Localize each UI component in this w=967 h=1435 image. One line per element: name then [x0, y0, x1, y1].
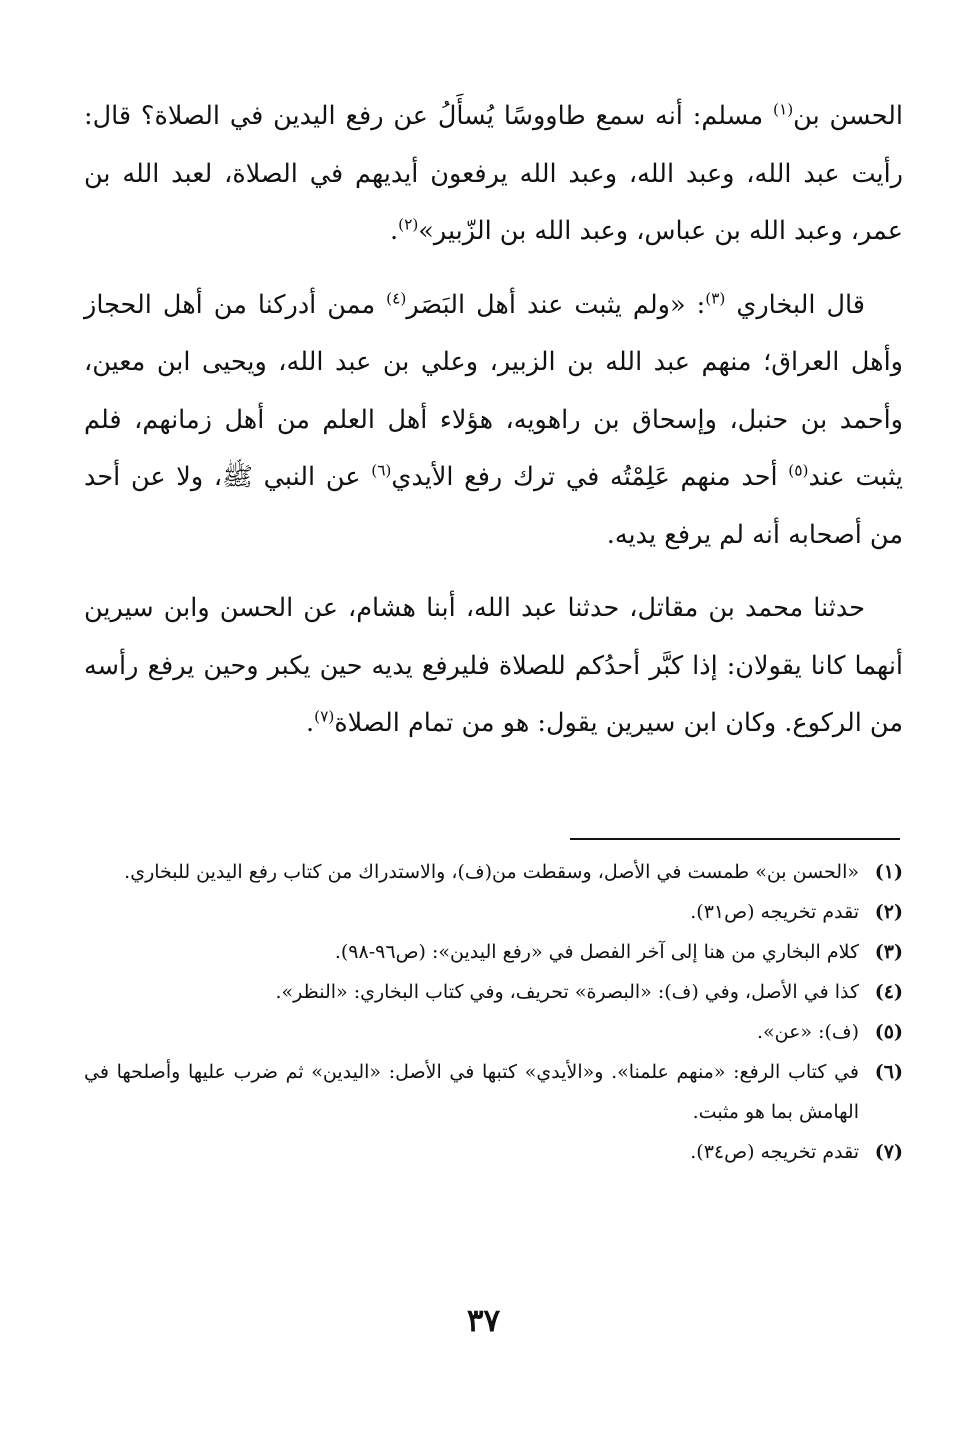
footnote-2: [84, 892, 903, 932]
page-number: ٣٧: [466, 1303, 501, 1339]
footnote-1: [84, 852, 903, 892]
footnote-text: تقدم تخريجه (ص٣١).: [690, 901, 859, 923]
footnote-ref-1[interactable]: (١): [773, 100, 794, 119]
footnote-number: (٣): [874, 941, 903, 963]
footnote-ref-2[interactable]: (٢): [398, 215, 419, 234]
footnote-number: (٢): [874, 901, 903, 923]
footnote-3: [84, 932, 903, 972]
paragraph-2: [84, 277, 903, 565]
footnote-ref-3[interactable]: (٣): [705, 289, 726, 307]
footnote-number: (٧): [874, 1141, 903, 1163]
footnote-ref-7[interactable]: (٧): [314, 707, 335, 726]
paragraph-2-text-e: عن النبي ﷺ، ولا عن أحد من أصحابه أنه لم يرفع يديه.: [84, 462, 903, 550]
footnote-7: [84, 1132, 903, 1172]
footnotes: [84, 852, 903, 1172]
paragraph-3-text-b: .: [306, 708, 315, 738]
paragraph-2-text-a: قال البخاري: [725, 289, 865, 320]
footnote-ref-5[interactable]: (٥): [788, 461, 809, 480]
paragraph-1: [84, 88, 903, 261]
footnote-ref-4[interactable]: (٤): [386, 289, 407, 307]
paragraph-1-text-c: .: [390, 216, 399, 246]
footnote-number: (٦): [874, 1061, 903, 1083]
footnote-text: كلام البخاري من هنا إلى آخر الفصل في «رفع اليدين»: (ص٩٦-٩٨).: [334, 941, 859, 963]
footnote-number: (٥): [874, 1021, 903, 1043]
paragraph-1-text-b: مسلم: أنه سمع طاووسًا يُسأَلُ عن رفع اليدين في الصلاة؟ قال: رأيت عبد الله، وعبد الله، وعبد الله يرفعون أيديهم في الصلاة، لعبد الله بن عمر، وعبد الله بن عباس، وعبد الله بن الزّبير»: [84, 101, 903, 246]
footnote-ref-6[interactable]: (٦): [371, 461, 392, 480]
footnote-text: في كتاب الرفع: «منهم علمنا». و«الأيدي» كتبها في الأصل: «اليدين» ثم ضرب عليها وأصلحها في الهامش بما هو مثبت.: [84, 1061, 859, 1123]
footnote-separator: [570, 838, 900, 840]
paragraph-3-text-a: حدثنا محمد بن مقاتل، حدثنا عبد الله، أبنا هشام، عن الحسن وابن سيرين أنهما كانا يقولان: إذا كبَّر أحدُكم للصلاة فليرفع يديه حين يكبر وحين يرفع رأسه من الركوع. وكان ابن سيرين يقول: هو من تمام الصلاة: [84, 593, 903, 738]
footnote-6: [84, 1052, 903, 1132]
footnote-number: (٤): [874, 981, 903, 1003]
paragraph-2-text-d: أحد منهم عَلِمْتُه في ترك رفع الأيدي: [391, 462, 789, 492]
footnote-text: كذا في الأصل، وفي (ف): «البصرة» تحريف، وفي كتاب البخاري: «النظر».: [275, 981, 859, 1003]
footnote-5: [84, 1012, 903, 1052]
footnote-text: «الحسن بن» طمست في الأصل، وسقطت من(ف)، والاستدراك من كتاب رفع اليدين للبخاري.: [124, 861, 859, 883]
footnote-text: تقدم تخريجه (ص٣٤).: [690, 1141, 859, 1163]
paragraph-2-text-b: : «ولم يثبت عند أهل البَصَر: [406, 289, 706, 320]
main-text: [84, 88, 903, 769]
paragraph-1-text-a: الحسن بن: [793, 101, 904, 131]
paragraph-3: [84, 580, 903, 753]
footnote-number: (١): [874, 861, 903, 883]
paragraph-2-text-c: ممن أدركنا من أهل الحجاز وأهل العراق؛ منهم عبد الله بن الزبير، وعلي بن عبد الله، ويحيى ابن معين، وأحمد بن حنبل، وإسحاق بن راهويه، هؤلاء أهل العلم من أهل زمانهم، فلم يثبت عند: [84, 289, 903, 492]
footnote-4: [84, 972, 903, 1012]
footnote-text: (ف): «عن».: [756, 1021, 859, 1043]
